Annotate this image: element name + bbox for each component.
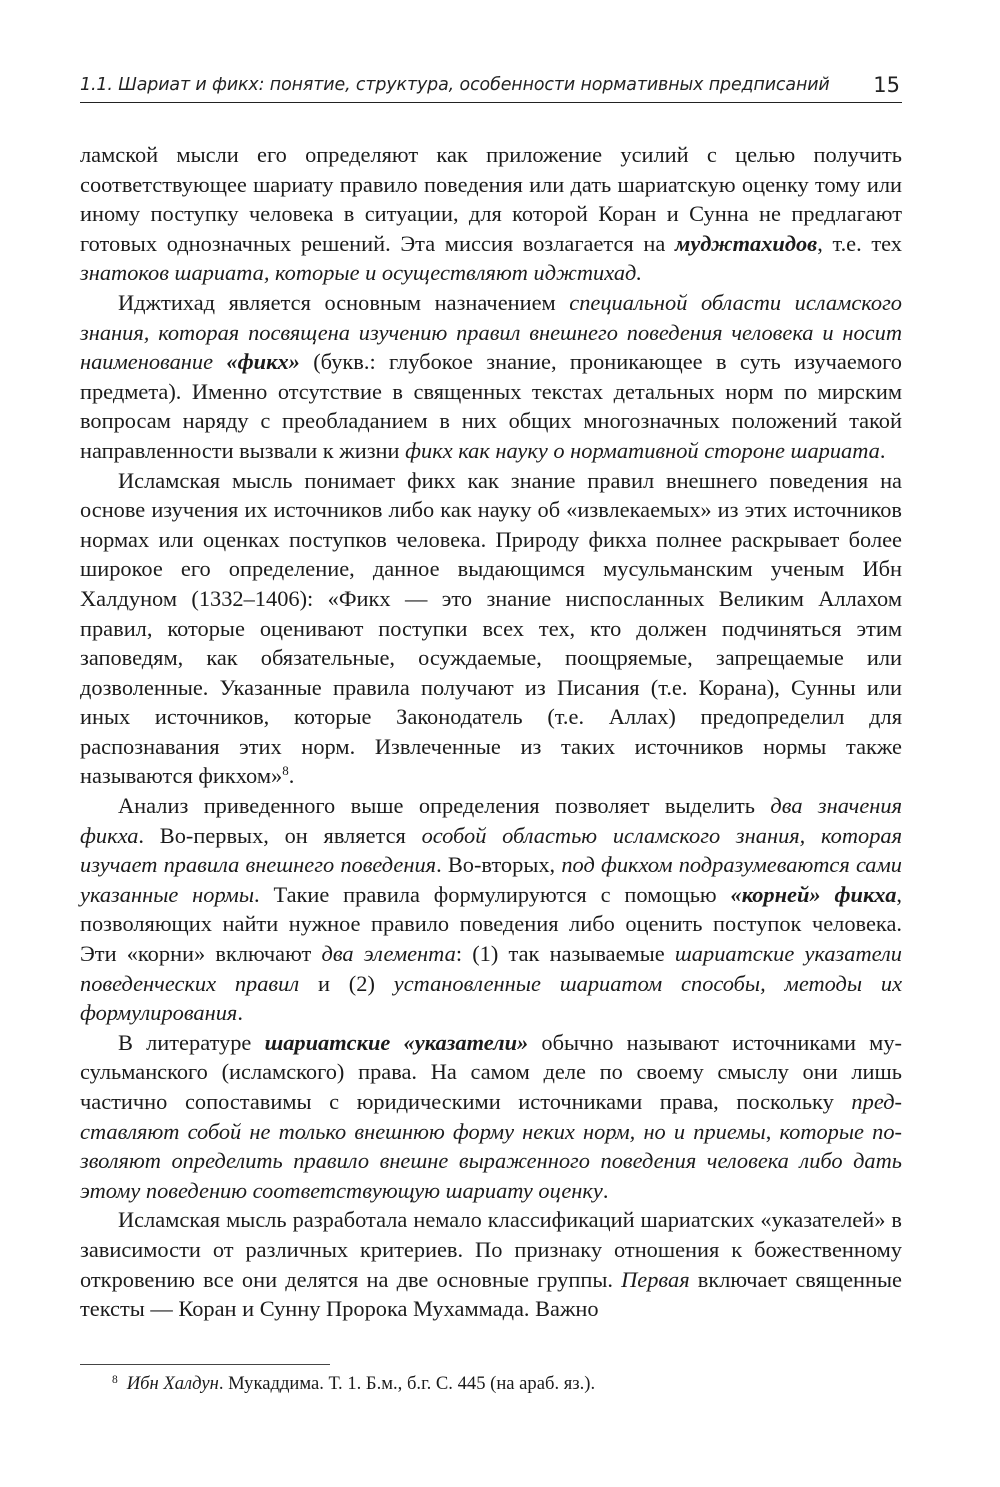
page-number: 15 — [873, 73, 900, 97]
text-run: . — [288, 763, 295, 789]
emphasis-italic: представляют собой не только внешнюю форму неких норм, но и приемы — [80, 1089, 902, 1144]
text-run: и (2) — [299, 970, 394, 996]
paragraph-3 — [80, 466, 902, 792]
text-run: Исламская мысль понимает фикх как знание правил внешнего поведения на основе изучения их источников либо как науку об «извлекаемых» из этих источников нормах или оценках поступков человека. Природу фикха полнее раскрывает более широкое его определение, данное выдающимся мусульманским ученым Ибн Халдуном (1332–1406): «Фикх — это знание ниспосланных Великим Аллахом правил, которые оценивают поступки всех тех, кто должен подчиняться этим заповедям, как обязательные, осуждаемые, поощряемые, запрещаемые или дозволенные. Указанные правила получают из Писания (т.е. Корана), Сунны или иных источников, которые Законодатель (т.е. Аллах) предопределил для распознавания этих норм. Извлеченные из таких источников нормы также называются фикхом» — [80, 467, 902, 789]
emphasis-italic: фикх как науку о нормативной стороне шариата — [405, 437, 880, 463]
text-run: , — [765, 1118, 780, 1144]
running-header — [80, 72, 902, 103]
emphasis-italic: под фикхом подразумеваются сами указанные нормы — [80, 852, 902, 907]
text-run: . — [602, 1177, 609, 1203]
emphasis-italic: шариатские указатели поведенческих правил — [80, 941, 902, 996]
paragraph-4 — [80, 791, 902, 1028]
text-run: , позволяющих найти нужное правило поведения либо оценить поступок человека. Эти «корни» включают — [80, 881, 903, 967]
footnote-text: . Мукаддима. Т. 1. Б.м., б.г. С. 445 (на араб. яз.). — [218, 1373, 596, 1394]
running-header-title: 1.1. Шариат и фикх: понятие, структура, особенности нормативных предписаний — [80, 75, 830, 95]
term-bold-italic: муджтахидов — [674, 230, 818, 256]
term-bold-italic: «фикх» — [226, 349, 300, 375]
paragraph-5 — [80, 1028, 902, 1206]
text-run: Анализ приведенного выше определения позволяет выделить — [118, 793, 771, 819]
emphasis-italic: два значения фикха — [80, 793, 902, 848]
text-run: . Во-первых, он является — [138, 822, 422, 848]
text-run: . Во-вторых, — [436, 852, 562, 878]
emphasis-italic: специальной области исламского знания, которая посвящена изучению правил внешнего поведения человека и носит наименование — [80, 289, 902, 375]
footnote-reference: 8 — [282, 763, 289, 779]
text-run: ламской мысли его определяют как приложение усилий с целью получить соответствующее шариату правило поведения или дать шариатскую оценку тому или иному поступку человека в ситуации, для которой Коран и Сунна не предлагают готовых однозначных решений. Эта миссия возлагается на — [80, 142, 902, 256]
text-run: . — [879, 437, 886, 463]
text-run: (букв.: глубокое знание, проникающее в суть изучаемого предмета). Именно отсутствие в священных текстах детальных норм по мирским вопросам наряду с преобладанием в них общих многозначных положений такой направленности вызвали к жизни — [80, 349, 902, 463]
text-run: обычно называют источниками мусульманского (исламского) права. На самом деле по своему смыслу они лишь частично сопоставимы с юридическими источниками права, поскольку — [80, 1029, 902, 1114]
text-run: . Такие правила формулируются с помощью — [254, 881, 731, 907]
paragraph-2 — [80, 288, 902, 466]
emphasis-italic: знатоков шариата, которые и осуществляют иджтихад. — [80, 260, 642, 286]
text-run: : (1) так называемые — [455, 941, 675, 967]
emphasis-italic: которые позволяют определить правило внешне выраженного поведения человека либо дать этому поведению соответствующую шариату оценку — [80, 1118, 903, 1203]
term-bold-italic: «корней» фикха — [730, 881, 897, 907]
paragraph-1 — [80, 140, 902, 288]
text-run: Исламская мысль разработала немало классификаций шариатских «указателей» в зависимости от различных критериев. По признаку отношения к божественному откровению все они делятся на две основные группы. — [80, 1207, 902, 1292]
paragraph-6 — [80, 1205, 902, 1323]
emphasis-italic: установленные шариатом способы, методы их формулирования — [80, 970, 903, 1026]
text-run: . — [237, 1000, 243, 1026]
term-bold-italic: шариатские «указатели» — [264, 1029, 529, 1055]
text-run: включает священные тексты — Коран и Сунну Пророка Мухаммада. Важно — [80, 1266, 902, 1322]
footnote-author: Ибн Халдун — [126, 1373, 219, 1394]
text-run: , т.е. тех — [817, 230, 902, 256]
body-text — [80, 140, 902, 1324]
emphasis-italic: Первая — [621, 1266, 690, 1292]
emphasis-italic: два элемента — [321, 941, 456, 967]
footnote-marker: 8 — [112, 1374, 118, 1386]
emphasis-italic: особой областью исламского знания, которая изучает правила внешнего поведения — [80, 822, 902, 878]
footnote — [112, 1372, 595, 1396]
footnote-divider — [80, 1364, 330, 1365]
text-run: Иджтихад является основным назначением — [118, 289, 570, 315]
text-run: В литературе — [118, 1029, 265, 1055]
